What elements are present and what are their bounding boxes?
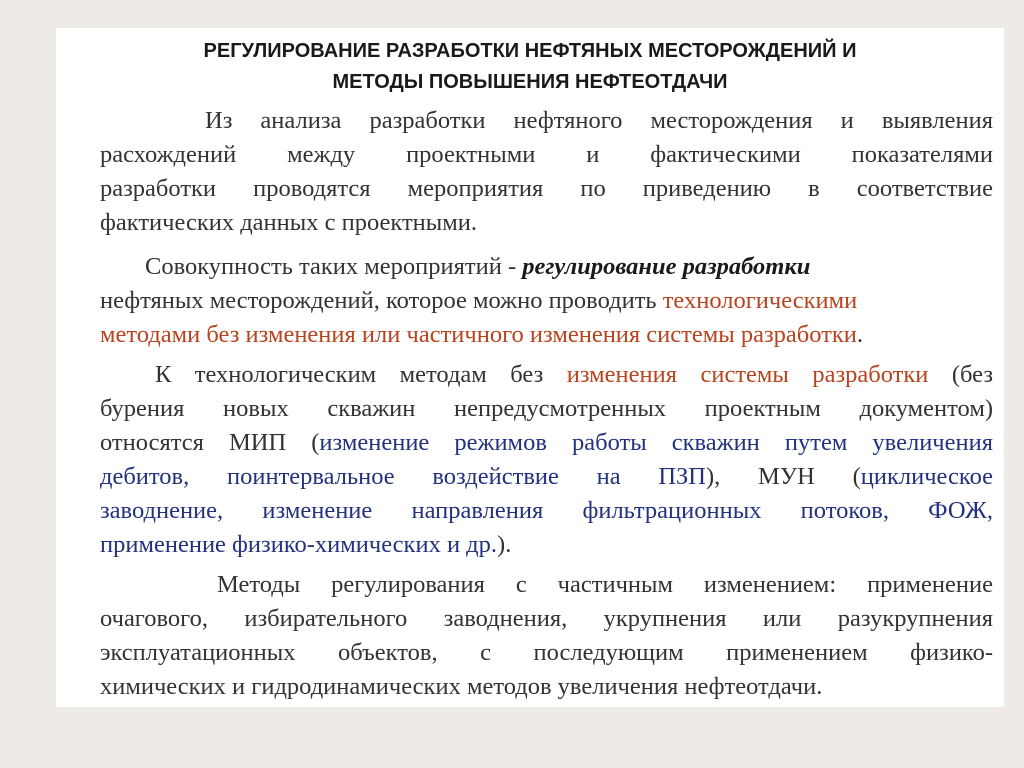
paragraph-line: Методы регулирования с частичным изменением: применение	[217, 571, 993, 598]
text-run: .	[856, 321, 864, 348]
text-run: ), МУН (	[706, 463, 861, 490]
highlight-red-text: методами без изменения или частичного изменения системы разработки	[100, 321, 857, 348]
slide-title	[56, 36, 1004, 98]
paragraph-line: химических и гидродинамических методов увеличения нефтеотдачи.	[100, 673, 823, 700]
slide-title-line-1: РЕГУЛИРОВАНИЕ РАЗРАБОТКИ НЕФТЯНЫХ МЕСТОРОЖДЕНИЙ И	[203, 40, 857, 62]
highlight-red-text: изменения системы разработки	[566, 361, 929, 388]
paragraph-line: расхождений между проектными и фактическими показателями	[100, 141, 993, 168]
paragraph-line	[100, 460, 993, 494]
paragraph-line	[100, 426, 993, 460]
paragraph-partial-change-methods	[100, 568, 993, 704]
paragraph-line	[100, 250, 993, 284]
paragraph-analysis	[100, 104, 993, 240]
paragraph-line: заводнение, изменение направления фильтрационных потоков, ФОЖ,	[100, 497, 993, 524]
paragraph-line: разработки проводятся мероприятия по приведению в соответствие	[100, 175, 993, 202]
highlight-blue-text: дебитов, поинтервальное воздействие на ПЗП	[100, 463, 707, 490]
text-run: Совокупность таких мероприятий -	[145, 253, 523, 280]
paragraph-line	[100, 284, 993, 318]
paragraph-line	[100, 528, 993, 562]
paragraph-line: фактических данных с проектными.	[100, 209, 477, 236]
paragraph-technological-methods	[100, 358, 993, 562]
highlight-blue-text: изменение режимов работы скважин путем увеличения	[319, 429, 993, 456]
highlight-blue-text: циклическое	[860, 463, 993, 490]
paragraph-line	[100, 318, 993, 352]
text-run: ).	[497, 531, 512, 558]
paragraph-regulation-definition	[100, 250, 993, 352]
highlight-blue-text: применение физико-химических и др.	[100, 531, 498, 558]
text-run: нефтяных месторождений, которое можно проводить	[100, 287, 663, 314]
emphasis-term: регулирование разработки	[522, 253, 811, 280]
paragraph-line	[100, 358, 993, 392]
paragraph-line: очагового, избирательного заводнения, укрупнения или разукрупнения	[100, 605, 993, 632]
highlight-red-text: технологическими	[662, 287, 858, 314]
slide-title-line-2: МЕТОДЫ ПОВЫШЕНИЯ НЕФТЕОТДАЧИ	[332, 71, 728, 93]
text-run: (без	[928, 361, 994, 388]
paragraph-line: Из анализа разработки нефтяного месторождения и выявления	[205, 107, 993, 134]
text-run: относятся МИП (	[100, 429, 320, 456]
text-run: К технологическим методам без	[155, 361, 567, 388]
paragraph-line: бурения новых скважин непредусмотренных проектным документом)	[100, 395, 993, 422]
paragraph-line: эксплуатационных объектов, с последующим применением физико-	[100, 639, 993, 666]
